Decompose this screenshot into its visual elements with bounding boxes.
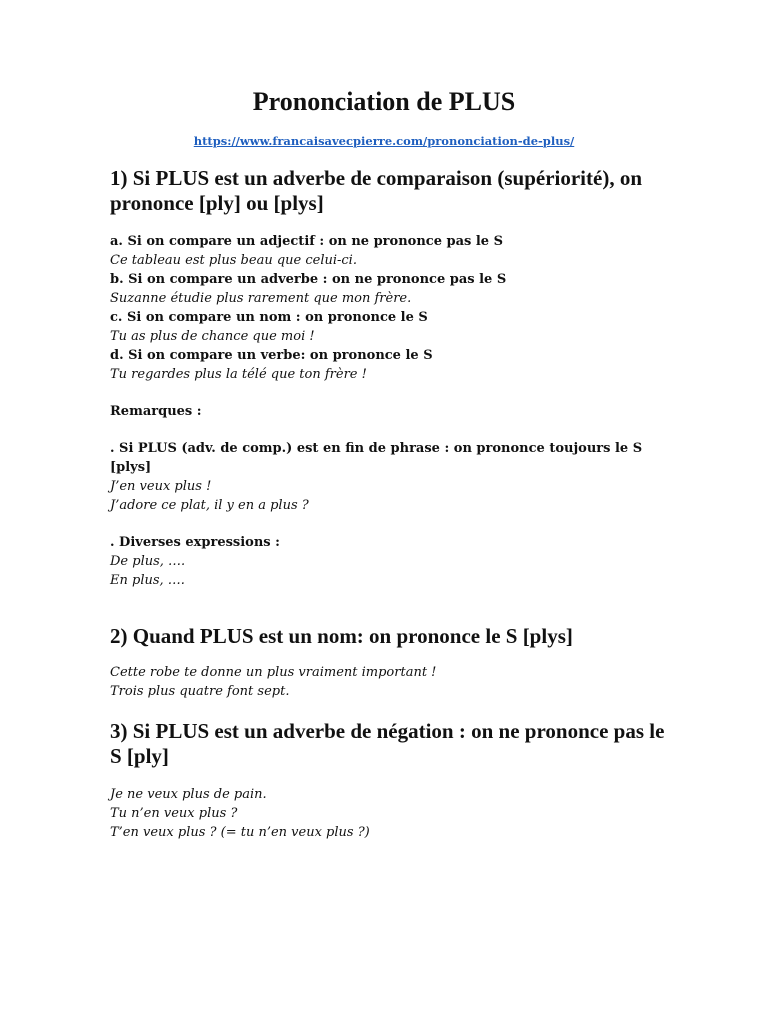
remark-2-example-1: De plus, …. (110, 554, 186, 569)
section-2-example-1: Cette robe te donne un plus vraiment important ! (110, 665, 437, 680)
remark-1-example-2: J’adore ce plat, il y en a plus ? (110, 498, 309, 513)
section-3-example-2: Tu n’en veux plus ? (110, 806, 238, 821)
rule-d: d. Si on compare un verbe: on prononce le S (110, 348, 433, 363)
section-1-heading: 1) Si PLUS est un adverbe de comparaison (supériorité), on prononce [ply] ou [plys] (110, 166, 642, 215)
section-3-heading: 3) Si PLUS est un adverbe de négation : on ne prononce pas le S [ply] (110, 719, 665, 768)
rule-c: c. Si on compare un nom : on prononce le S (110, 310, 428, 325)
example-a: Ce tableau est plus beau que celui-ci. (110, 253, 357, 268)
rule-b: b. Si on compare un adverbe : on ne prononce pas le S (110, 272, 507, 287)
remark-1-text: . Si PLUS (adv. de comp.) est en fin de phrase : on prononce toujours le S [plys] (110, 441, 643, 475)
remark-1-example-1: J’en veux plus ! (110, 479, 212, 494)
remarks-label: Remarques : (110, 404, 202, 419)
remark-2-text: . Diverses expressions : (110, 535, 280, 550)
example-b: Suzanne étudie plus rarement que mon frère. (110, 291, 412, 306)
document-body (110, 166, 670, 842)
section-2-example-2: Trois plus quatre font sept. (110, 684, 290, 699)
section-3-example-3: T’en veux plus ? (= tu n’en veux plus ?) (110, 825, 370, 840)
section-2-heading: 2) Quand PLUS est un nom: on prononce le S [plys] (110, 624, 573, 648)
source-link[interactable]: https://www.francaisavecpierre.com/prononciation-de-plus/ (193, 134, 575, 148)
section-3-example-1: Je ne veux plus de pain. (110, 787, 267, 802)
rule-a: a. Si on compare un adjectif : on ne prononce pas le S (110, 234, 503, 249)
example-d: Tu regardes plus la télé que ton frère ! (110, 367, 367, 382)
example-c: Tu as plus de chance que moi ! (110, 329, 315, 344)
remark-2-example-2: En plus, …. (110, 573, 185, 588)
page-title: Prononciation de PLUS (252, 87, 516, 116)
